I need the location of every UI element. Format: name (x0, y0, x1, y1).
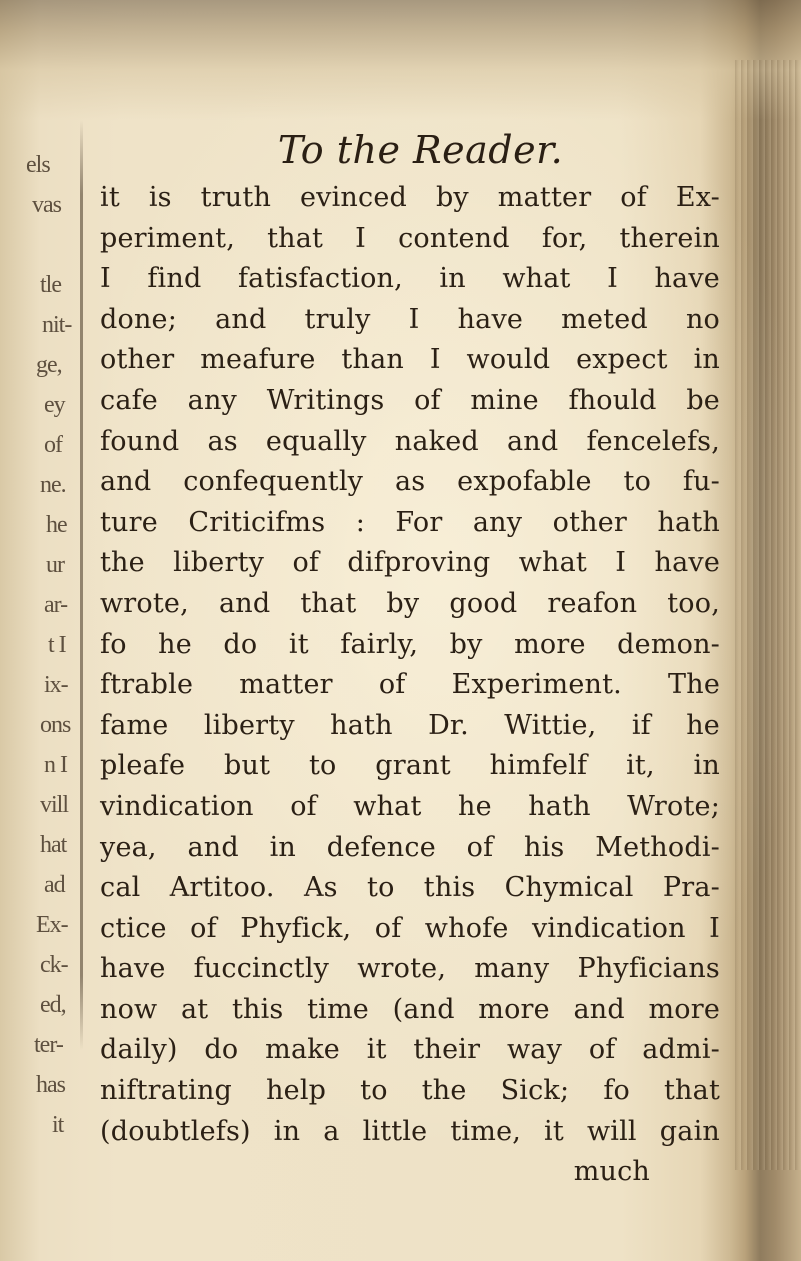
text-line: found as equally naked and fencelefs, (100, 425, 720, 457)
text-line: periment, that I contend for, therein (100, 222, 720, 254)
bleed-text: ix- (44, 672, 68, 698)
text-line: wrote, and that by good reafon too, (100, 587, 720, 619)
running-head (0, 128, 801, 172)
text-line: ture Criticifms : For any other hath (100, 506, 720, 538)
bleed-text: ey (44, 392, 65, 418)
bleed-text: tle (40, 272, 61, 298)
bleed-text: vas (32, 192, 61, 218)
text-line: fame liberty hath Dr. Wittie, if he (100, 709, 720, 741)
text-line: yea, and in defence of his Methodi- (100, 831, 720, 863)
text-line: done; and truly I have meted no (100, 303, 720, 335)
text-line: have fuccinctly wrote, many Phyficians (100, 953, 720, 985)
text-line: fo he do it fairly, by more demon- (100, 628, 720, 660)
bleed-text: ons (40, 712, 71, 738)
bleed-text: ar- (44, 592, 68, 618)
text-line: it is truth evinced by matter of Ex- (100, 182, 720, 213)
bleed-text: ne. (40, 472, 66, 498)
text-line: the liberty of difproving what I have (100, 547, 720, 579)
bleed-text: t I (48, 632, 66, 658)
bleed-text: he (46, 512, 67, 538)
text-line: I find fatisfaction, in what I have (100, 263, 720, 295)
bleed-text: nit- (42, 312, 72, 338)
body-text (100, 178, 720, 1193)
bleed-text: ur (46, 552, 64, 578)
bleed-text: hat (40, 832, 67, 858)
text-line: (doubtlefs) in a little time, it will gain (100, 1115, 720, 1147)
previous-page-bleed (0, 120, 80, 1261)
bleed-text: has (36, 1072, 65, 1098)
text-line: now at this time (and more and more (100, 993, 720, 1025)
running-head-text: To the Reader. (277, 128, 564, 172)
text-line: cafe any Writings of mine fhould be (100, 384, 720, 416)
text-line: cal Artitoo. As to this Chymical Pra- (100, 872, 720, 904)
bleed-text: ter- (34, 1032, 63, 1058)
page-edge-shadow (735, 60, 801, 1170)
bleed-text: ge, (36, 352, 62, 378)
bleed-text: ad (44, 872, 65, 898)
bleed-text: Ex- (36, 912, 68, 938)
bleed-text: of (44, 432, 62, 458)
text-line: pleafe but to grant himfelf it, in (100, 750, 720, 782)
text-line: niftrating help to the Sick; fo that (100, 1075, 720, 1107)
text-line: ctice of Phyfick, of whofe vindication I (100, 912, 720, 944)
text-line: daily) do make it their way of admi- (100, 1034, 720, 1066)
text-line: and confequently as expofable to fu- (100, 466, 720, 498)
text-line: vindication of what he hath Wrote; (100, 790, 720, 822)
top-page-shadow (0, 0, 801, 120)
bleed-text: it (52, 1112, 64, 1138)
text-line: other meafure than I would expect in (100, 344, 720, 376)
bleed-text: els (26, 152, 50, 178)
bleed-text: vill (40, 792, 69, 818)
page-fold (80, 120, 83, 1050)
catchword: much (573, 1156, 650, 1188)
bleed-text: ck- (40, 952, 68, 978)
text-line: ftrable matter of Experiment. The (100, 669, 720, 701)
bleed-text: ed, (40, 992, 66, 1018)
bleed-text: n I (44, 752, 67, 778)
